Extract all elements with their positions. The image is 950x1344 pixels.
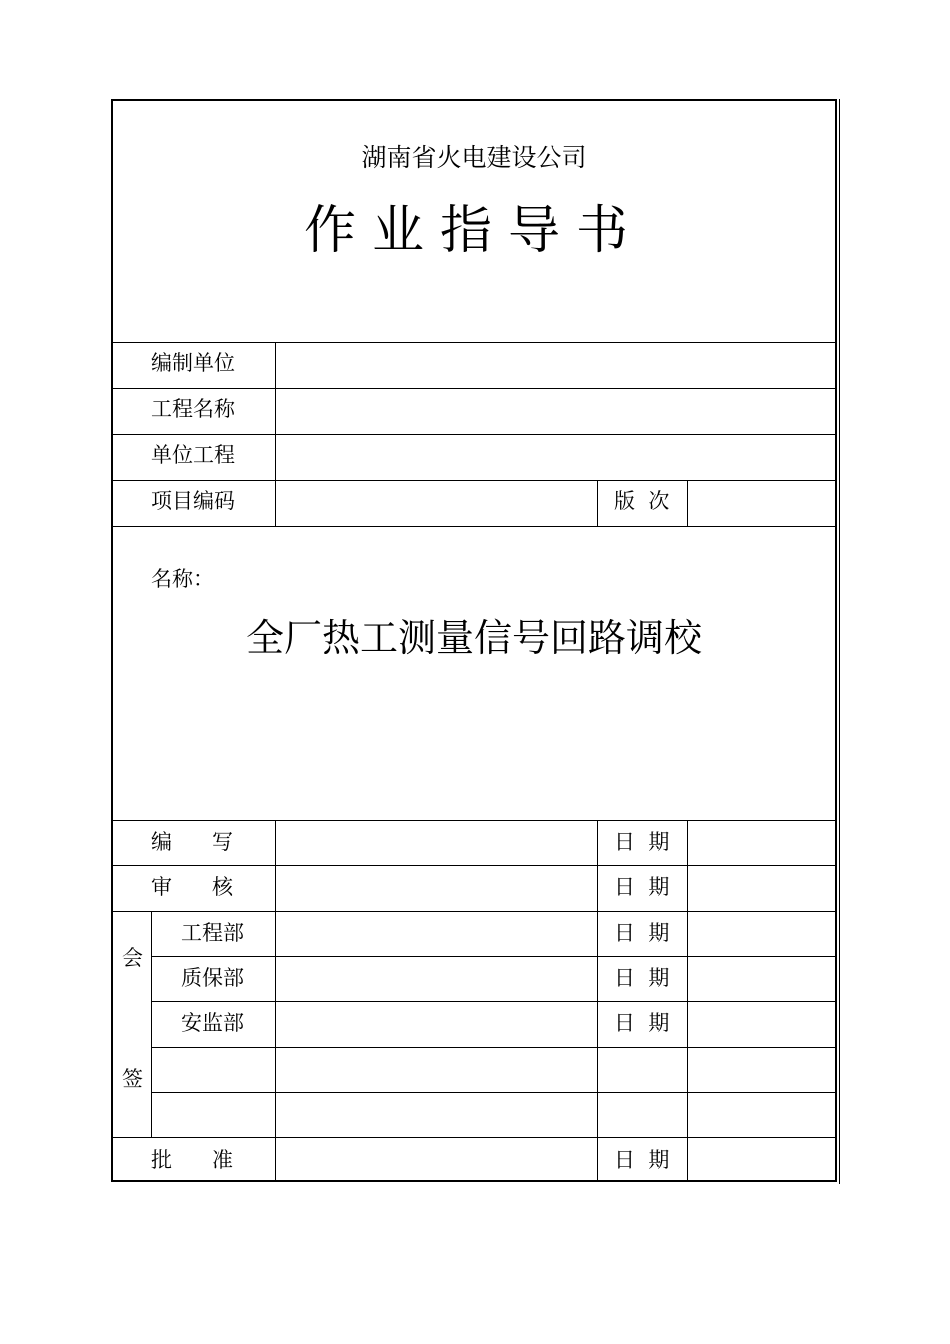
column-divider bbox=[597, 480, 598, 526]
row-divider bbox=[113, 388, 835, 389]
version-label: 版 次 bbox=[614, 489, 670, 513]
row-divider bbox=[151, 1001, 835, 1002]
approve-label: 批 准 bbox=[151, 1148, 234, 1172]
column-divider bbox=[275, 342, 276, 526]
column-divider bbox=[687, 480, 688, 526]
company-name: 湖南省火电建设公司 bbox=[361, 143, 587, 172]
column-divider bbox=[275, 820, 276, 1182]
date-label: 日 期 bbox=[614, 1011, 670, 1035]
work-name: 全厂热工测量信号回路调校 bbox=[245, 616, 702, 660]
row-divider bbox=[113, 342, 835, 343]
date-label: 日 期 bbox=[614, 875, 670, 899]
quality-dept-label: 质保部 bbox=[181, 966, 244, 990]
countersign-label-top: 会 bbox=[122, 946, 143, 970]
date-label: 日 期 bbox=[614, 1148, 670, 1172]
row-divider bbox=[151, 956, 835, 957]
review-label: 审 核 bbox=[151, 875, 234, 899]
column-divider bbox=[151, 911, 152, 1137]
row-divider bbox=[113, 1137, 835, 1138]
safety-dept-label: 安监部 bbox=[181, 1011, 244, 1035]
write-label: 编 写 bbox=[151, 830, 234, 854]
item-code-label: 项目编码 bbox=[151, 489, 235, 513]
column-divider bbox=[597, 820, 598, 1182]
row-divider bbox=[113, 526, 835, 527]
work-name-label: 名称： bbox=[151, 567, 214, 591]
row-divider bbox=[113, 865, 835, 866]
document-title: 作业指导书 bbox=[303, 201, 644, 261]
row-divider bbox=[151, 1092, 835, 1093]
row-divider bbox=[113, 434, 835, 435]
engineering-dept-label: 工程部 bbox=[181, 921, 244, 945]
date-label: 日 期 bbox=[614, 921, 670, 945]
project-name-label: 工程名称 bbox=[151, 397, 235, 421]
instruction-cover-form bbox=[111, 99, 837, 1182]
compile-unit-label: 编制单位 bbox=[151, 351, 235, 375]
unit-project-label: 单位工程 bbox=[151, 443, 235, 467]
row-divider bbox=[151, 1047, 835, 1048]
row-divider bbox=[113, 480, 835, 481]
row-divider bbox=[113, 911, 835, 912]
row-divider bbox=[113, 820, 835, 821]
date-label: 日 期 bbox=[614, 830, 670, 854]
countersign-label-bottom: 签 bbox=[122, 1067, 143, 1091]
column-divider bbox=[687, 820, 688, 1182]
date-label: 日 期 bbox=[614, 966, 670, 990]
